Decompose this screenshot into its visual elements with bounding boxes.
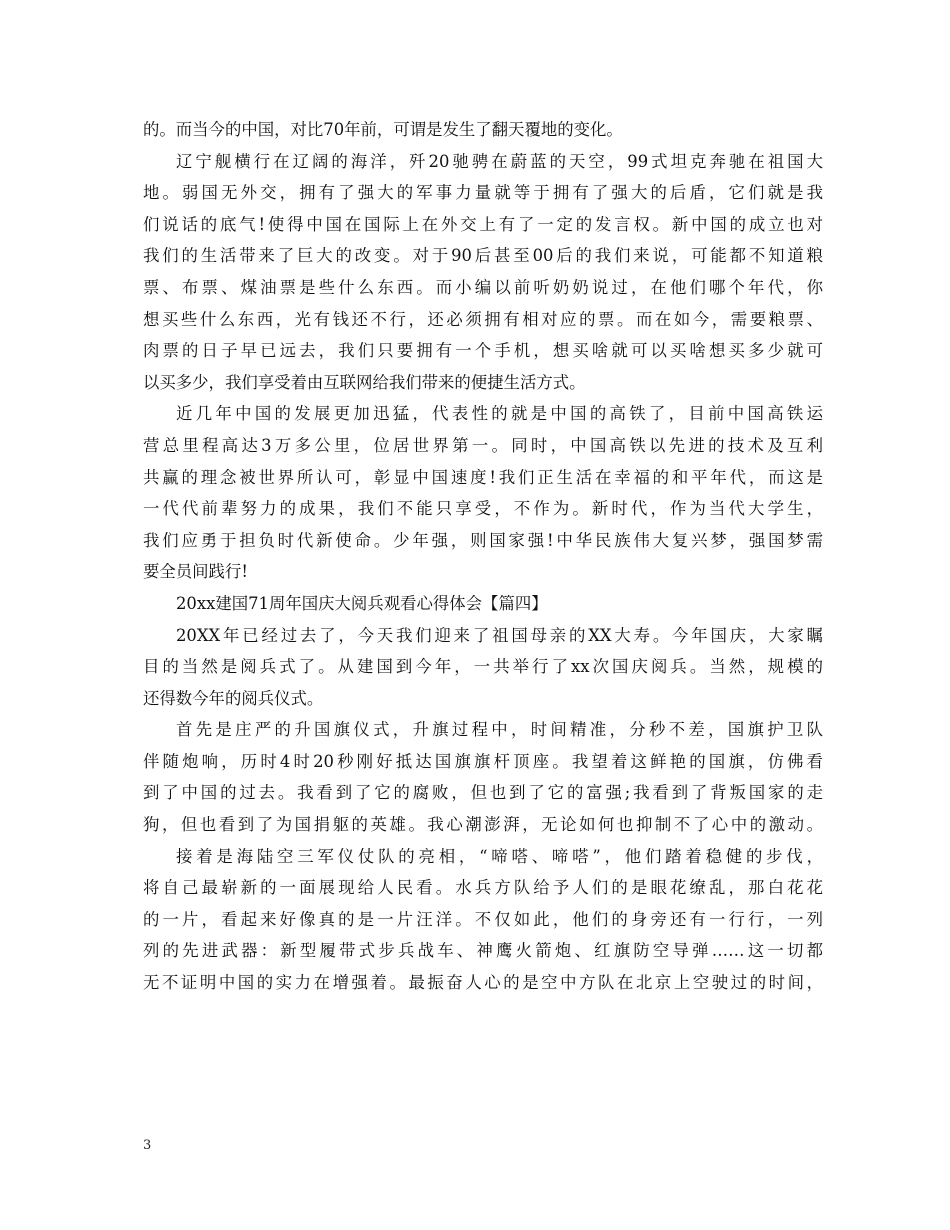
text-line: 20XX年已经过去了，今天我们迎来了祖国母亲的XX大寿。今年国庆，大家瞩 xyxy=(176,625,823,645)
text-line: 的一片，看起来好像真的是一片汪洋。不仅如此，他们的身旁还有一行行，一列 xyxy=(143,909,823,929)
page-number: 3 xyxy=(143,1138,152,1153)
text-line: 目的当然是阅兵式了。从建国到今年，一共举行了xx次国庆阅兵。当然，规模的 xyxy=(143,657,823,677)
text-line: 到了中国的过去。我看到了它的腐败，但也到了它的富强;我看到了背叛国家的走 xyxy=(143,783,823,803)
text-line: 我们的生活带来了巨大的改变。对于90后甚至00后的我们来说，可能都不知道粮 xyxy=(143,246,823,266)
text-line: 一代代前辈努力的成果，我们不能只享受，不作为。新时代，作为当代大学生， xyxy=(143,499,823,519)
text-line: 要全员间践行! xyxy=(143,562,248,582)
text-line: 票、布票、煤油票是些什么东西。而小编以前听奶奶说过，在他们哪个年代，你 xyxy=(143,277,823,297)
document-body xyxy=(143,114,823,999)
text-line: 地。弱国无外交，拥有了强大的军事力量就等于拥有了强大的后盾，它们就是我 xyxy=(143,183,823,203)
text-line: 想买些什么东西，光有钱还不行，还必须拥有相对应的票。而在如今，需要粮票、 xyxy=(143,309,823,329)
text-line: 伴随炮响，历时4时20秒刚好抵达国旗旗杆顶座。我望着这鲜艳的国旗，仿佛看 xyxy=(143,751,823,771)
text-line: 们说话的底气!使得中国在国际上在外交上有了一定的发言权。新中国的成立也对 xyxy=(143,214,823,234)
text-line: 列的先进武器：新型履带式步兵战车、神鹰火箭炮、红旗防空导弹……这一切都 xyxy=(143,941,823,961)
text-line: 首先是庄严的升国旗仪式，升旗过程中，时间精准，分秒不差，国旗护卫队 xyxy=(176,720,823,740)
text-line: 肉票的日子早已远去，我们只要拥有一个手机，想买啥就可以买啥想买多少就可 xyxy=(143,341,823,361)
text-line: 20xx建国71周年国庆大阅兵观看心得体会【篇四】 xyxy=(176,593,548,613)
text-line: 以买多少，我们享受着由互联网给我们带来的便捷生活方式。 xyxy=(143,372,586,392)
text-line: 我们应勇于担负时代新使命。少年强，则国家强!中华民族伟大复兴梦，强国梦需 xyxy=(143,530,823,550)
text-line: 接着是海陆空三军仪仗队的亮相，“啼嗒、啼嗒”，他们踏着稳健的步伐， xyxy=(176,846,823,866)
text-line: 营总里程高达3万多公里，位居世界第一。同时，中国高铁以先进的技术及互利 xyxy=(143,435,823,455)
text-line: 无不证明中国的实力在增强着。最振奋人心的是空中方队在北京上空驶过的时间， xyxy=(143,973,823,993)
text-line: 将自己最崭新的一面展现给人民看。水兵方队给予人们的是眼花缭乱，那白花花 xyxy=(143,878,823,898)
text-line: 辽宁舰横行在辽阔的海洋，歼20驰骋在蔚蓝的天空，99式坦克奔驰在祖国大 xyxy=(176,151,823,171)
text-line: 还得数今年的阅兵仪式。 xyxy=(143,688,324,708)
text-line: 的。而当今的中国，对比70年前，可谓是发生了翻天覆地的变化。 xyxy=(143,120,623,139)
text-line: 狗，但也看到了为国捐躯的英雄。我心潮澎湃，无论如何也抑制不了心中的激动。 xyxy=(143,815,823,835)
text-line: 近几年中国的发展更加迅猛，代表性的就是中国的高铁了，目前中国高铁运 xyxy=(176,404,823,424)
text-line: 共赢的理念被世界所认可，彰显中国速度!我们正生活在幸福的和平年代，而这是 xyxy=(143,467,823,487)
